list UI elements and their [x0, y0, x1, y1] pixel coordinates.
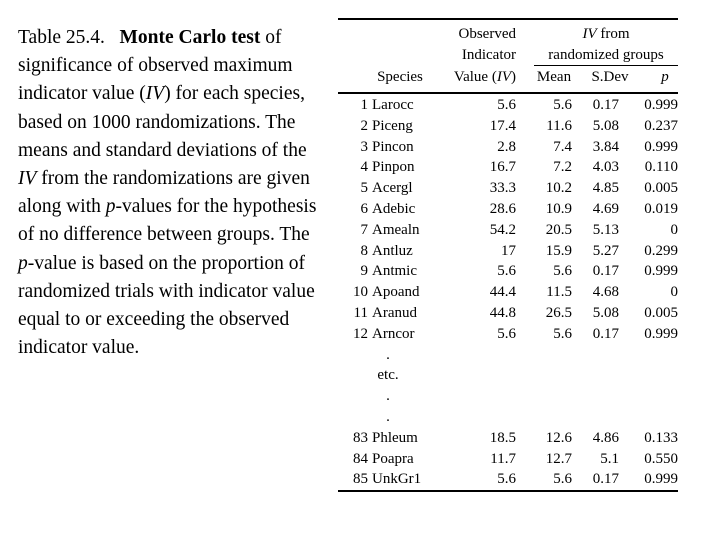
table-row — [338, 303, 678, 324]
table-row — [338, 199, 678, 220]
p-value: 0.999 — [644, 138, 678, 155]
observed-iv: 5.6 — [497, 97, 516, 113]
row-number: 1 — [360, 97, 368, 113]
ellipsis-row: . — [386, 346, 390, 363]
mean-iv: 15.9 — [545, 242, 572, 259]
observed-iv: 33.3 — [489, 180, 516, 197]
mean-iv: 20.5 — [545, 221, 572, 238]
row-number: 11 — [353, 305, 368, 321]
p-value: 0.110 — [644, 159, 678, 176]
p-value: 0.133 — [644, 429, 678, 446]
mean-iv: 11.6 — [546, 117, 572, 134]
row-number: 83 — [353, 429, 368, 446]
observed-iv: 44.4 — [489, 284, 516, 301]
header-indicator: Indicator — [461, 47, 516, 63]
species-name: Amealn — [372, 221, 420, 238]
species-name: Acergl — [372, 180, 413, 197]
observed-iv: 17.4 — [489, 117, 516, 134]
observed-iv: 11.7 — [490, 450, 516, 467]
ellipsis-row: etc. — [377, 367, 399, 384]
observed-iv: 54.2 — [489, 221, 516, 238]
mean-iv: 7.2 — [553, 159, 572, 176]
mean-iv: 5.6 — [553, 97, 572, 113]
row-number: 2 — [360, 117, 368, 134]
row-number: 3 — [360, 138, 368, 155]
header-bottom-rule — [338, 92, 678, 94]
table-row — [338, 137, 678, 158]
table-row — [338, 282, 678, 303]
results-table — [338, 18, 678, 492]
row-number: 7 — [360, 221, 368, 238]
sdev-iv: 5.27 — [592, 242, 619, 259]
mean-iv: 12.6 — [545, 429, 572, 446]
mean-iv: 5.6 — [553, 263, 572, 280]
caption-text: ) for each species, based on 1000 randomizations. The means and standard deviations of the — [18, 83, 307, 161]
species-name: Phleum — [372, 429, 418, 446]
row-number: 84 — [353, 450, 368, 467]
mean-iv: 11.5 — [546, 284, 572, 301]
sdev-iv: 3.84 — [592, 138, 619, 155]
header-randomized-groups: randomized groups — [548, 47, 664, 63]
table-row — [338, 220, 678, 241]
species-name: Poapra — [372, 450, 414, 467]
p-value: 0 — [670, 221, 678, 238]
species-name: Antmic — [372, 263, 417, 280]
ellipsis-row: . — [386, 409, 390, 425]
caption-text: of significance of observed maximum indicator value ( — [18, 27, 293, 105]
table-caption — [18, 24, 328, 362]
mean-iv: 10.9 — [545, 201, 572, 217]
species-name: Adebic — [372, 201, 416, 217]
sdev-iv: 4.69 — [592, 201, 619, 217]
species-name: Pincon — [372, 138, 414, 155]
table-row — [338, 324, 678, 345]
row-number: 12 — [353, 325, 368, 342]
observed-iv: 44.8 — [489, 305, 516, 321]
p-value: 0.005 — [644, 180, 678, 197]
table-row — [338, 116, 678, 137]
p-value: 0 — [670, 284, 678, 301]
mean-iv: 10.2 — [545, 180, 572, 197]
observed-iv: 17 — [501, 242, 516, 259]
caption-p: p — [18, 252, 28, 274]
p-value: 0.999 — [644, 471, 678, 488]
observed-iv: 5.6 — [497, 263, 516, 280]
species-name: UnkGr1 — [372, 471, 422, 488]
mean-iv: 26.5 — [545, 305, 572, 321]
species-name: Arncor — [372, 325, 415, 342]
header-observed: Observed — [458, 26, 516, 42]
caption-text: from the randomizations are given along with — [18, 168, 310, 218]
species-name: Apoand — [372, 284, 420, 301]
observed-iv: 5.6 — [497, 325, 516, 342]
observed-iv: 28.6 — [489, 201, 516, 217]
observed-iv: 5.6 — [497, 471, 516, 488]
table-row — [338, 428, 678, 449]
observed-iv: 18.5 — [489, 429, 516, 446]
sdev-iv: 4.68 — [592, 284, 619, 301]
table-row — [338, 95, 678, 116]
table-row — [338, 241, 678, 262]
sdev-iv: 5.08 — [592, 117, 619, 134]
caption-text: -values for the hypothesis of no difference between groups. The — [18, 196, 317, 246]
p-value: 0.005 — [644, 305, 678, 321]
species-name: Antluz — [372, 242, 413, 259]
species-name: Pinpon — [372, 159, 415, 176]
header-sdev: S.Dev — [591, 69, 629, 85]
row-number: 6 — [360, 201, 368, 217]
p-value: 0.019 — [644, 201, 678, 217]
caption-text: -value is based on the proportion of randomized trials with indicator value equal to or exceeding the observed indicator value. — [18, 252, 315, 359]
mean-iv: 5.6 — [553, 325, 572, 342]
caption-iv: IV — [145, 83, 165, 105]
table-row — [338, 261, 678, 282]
header-value-iv — [454, 67, 516, 87]
header-text: from — [596, 26, 630, 42]
sdev-iv: 4.85 — [592, 180, 619, 197]
sdev-iv: 4.03 — [592, 159, 619, 176]
header-species: Species — [377, 69, 423, 85]
table-bottom-rule — [338, 490, 678, 492]
table-row — [338, 178, 678, 199]
mean-iv: 7.4 — [553, 138, 572, 155]
row-number: 5 — [360, 180, 368, 197]
sdev-iv: 0.17 — [592, 97, 619, 113]
sdev-iv: 5.13 — [592, 221, 619, 238]
row-number: 4 — [360, 159, 368, 176]
table-row — [338, 469, 678, 490]
table-row — [338, 449, 678, 470]
species-name: Larocc — [372, 97, 414, 113]
header-text: Value ( — [453, 69, 497, 85]
header-mean: Mean — [536, 69, 572, 85]
p-value: 0.999 — [644, 325, 678, 342]
header-iv: IV — [582, 26, 597, 42]
header-iv: IV — [496, 69, 511, 85]
caption-iv: IV — [18, 168, 37, 190]
p-value: 0.999 — [644, 263, 678, 280]
sdev-iv: 5.1 — [600, 450, 619, 467]
table-row — [338, 157, 678, 178]
mean-iv: 12.7 — [545, 450, 572, 467]
caption-label: Table 25.4. — [18, 27, 105, 48]
observed-iv: 16.7 — [489, 159, 516, 176]
sdev-iv: 0.17 — [592, 263, 619, 280]
sdev-iv: 5.08 — [592, 305, 619, 321]
mean-iv: 5.6 — [553, 471, 572, 488]
sdev-iv: 0.17 — [592, 325, 619, 342]
row-number: 9 — [360, 263, 368, 280]
header-text: ) — [511, 69, 516, 85]
p-value: 0.999 — [644, 97, 678, 113]
p-value: 0.299 — [644, 242, 678, 259]
species-name: Piceng — [372, 117, 413, 134]
group-header-rule — [534, 65, 678, 66]
observed-iv: 2.8 — [497, 138, 516, 155]
species-name: Aranud — [372, 305, 417, 321]
p-value: 0.550 — [644, 450, 678, 467]
row-number: 8 — [360, 242, 368, 259]
p-value: 0.237 — [644, 117, 678, 134]
table-top-rule — [338, 18, 678, 20]
row-number: 10 — [353, 284, 368, 301]
header-p: p — [661, 69, 669, 85]
row-number: 85 — [353, 471, 368, 488]
header-iv-from — [534, 24, 678, 44]
sdev-iv: 0.17 — [592, 471, 619, 488]
ellipsis-row: . — [386, 388, 390, 405]
sdev-iv: 4.86 — [592, 429, 619, 446]
caption-p: p — [105, 196, 116, 218]
caption-title: Monte Carlo test — [119, 27, 261, 48]
